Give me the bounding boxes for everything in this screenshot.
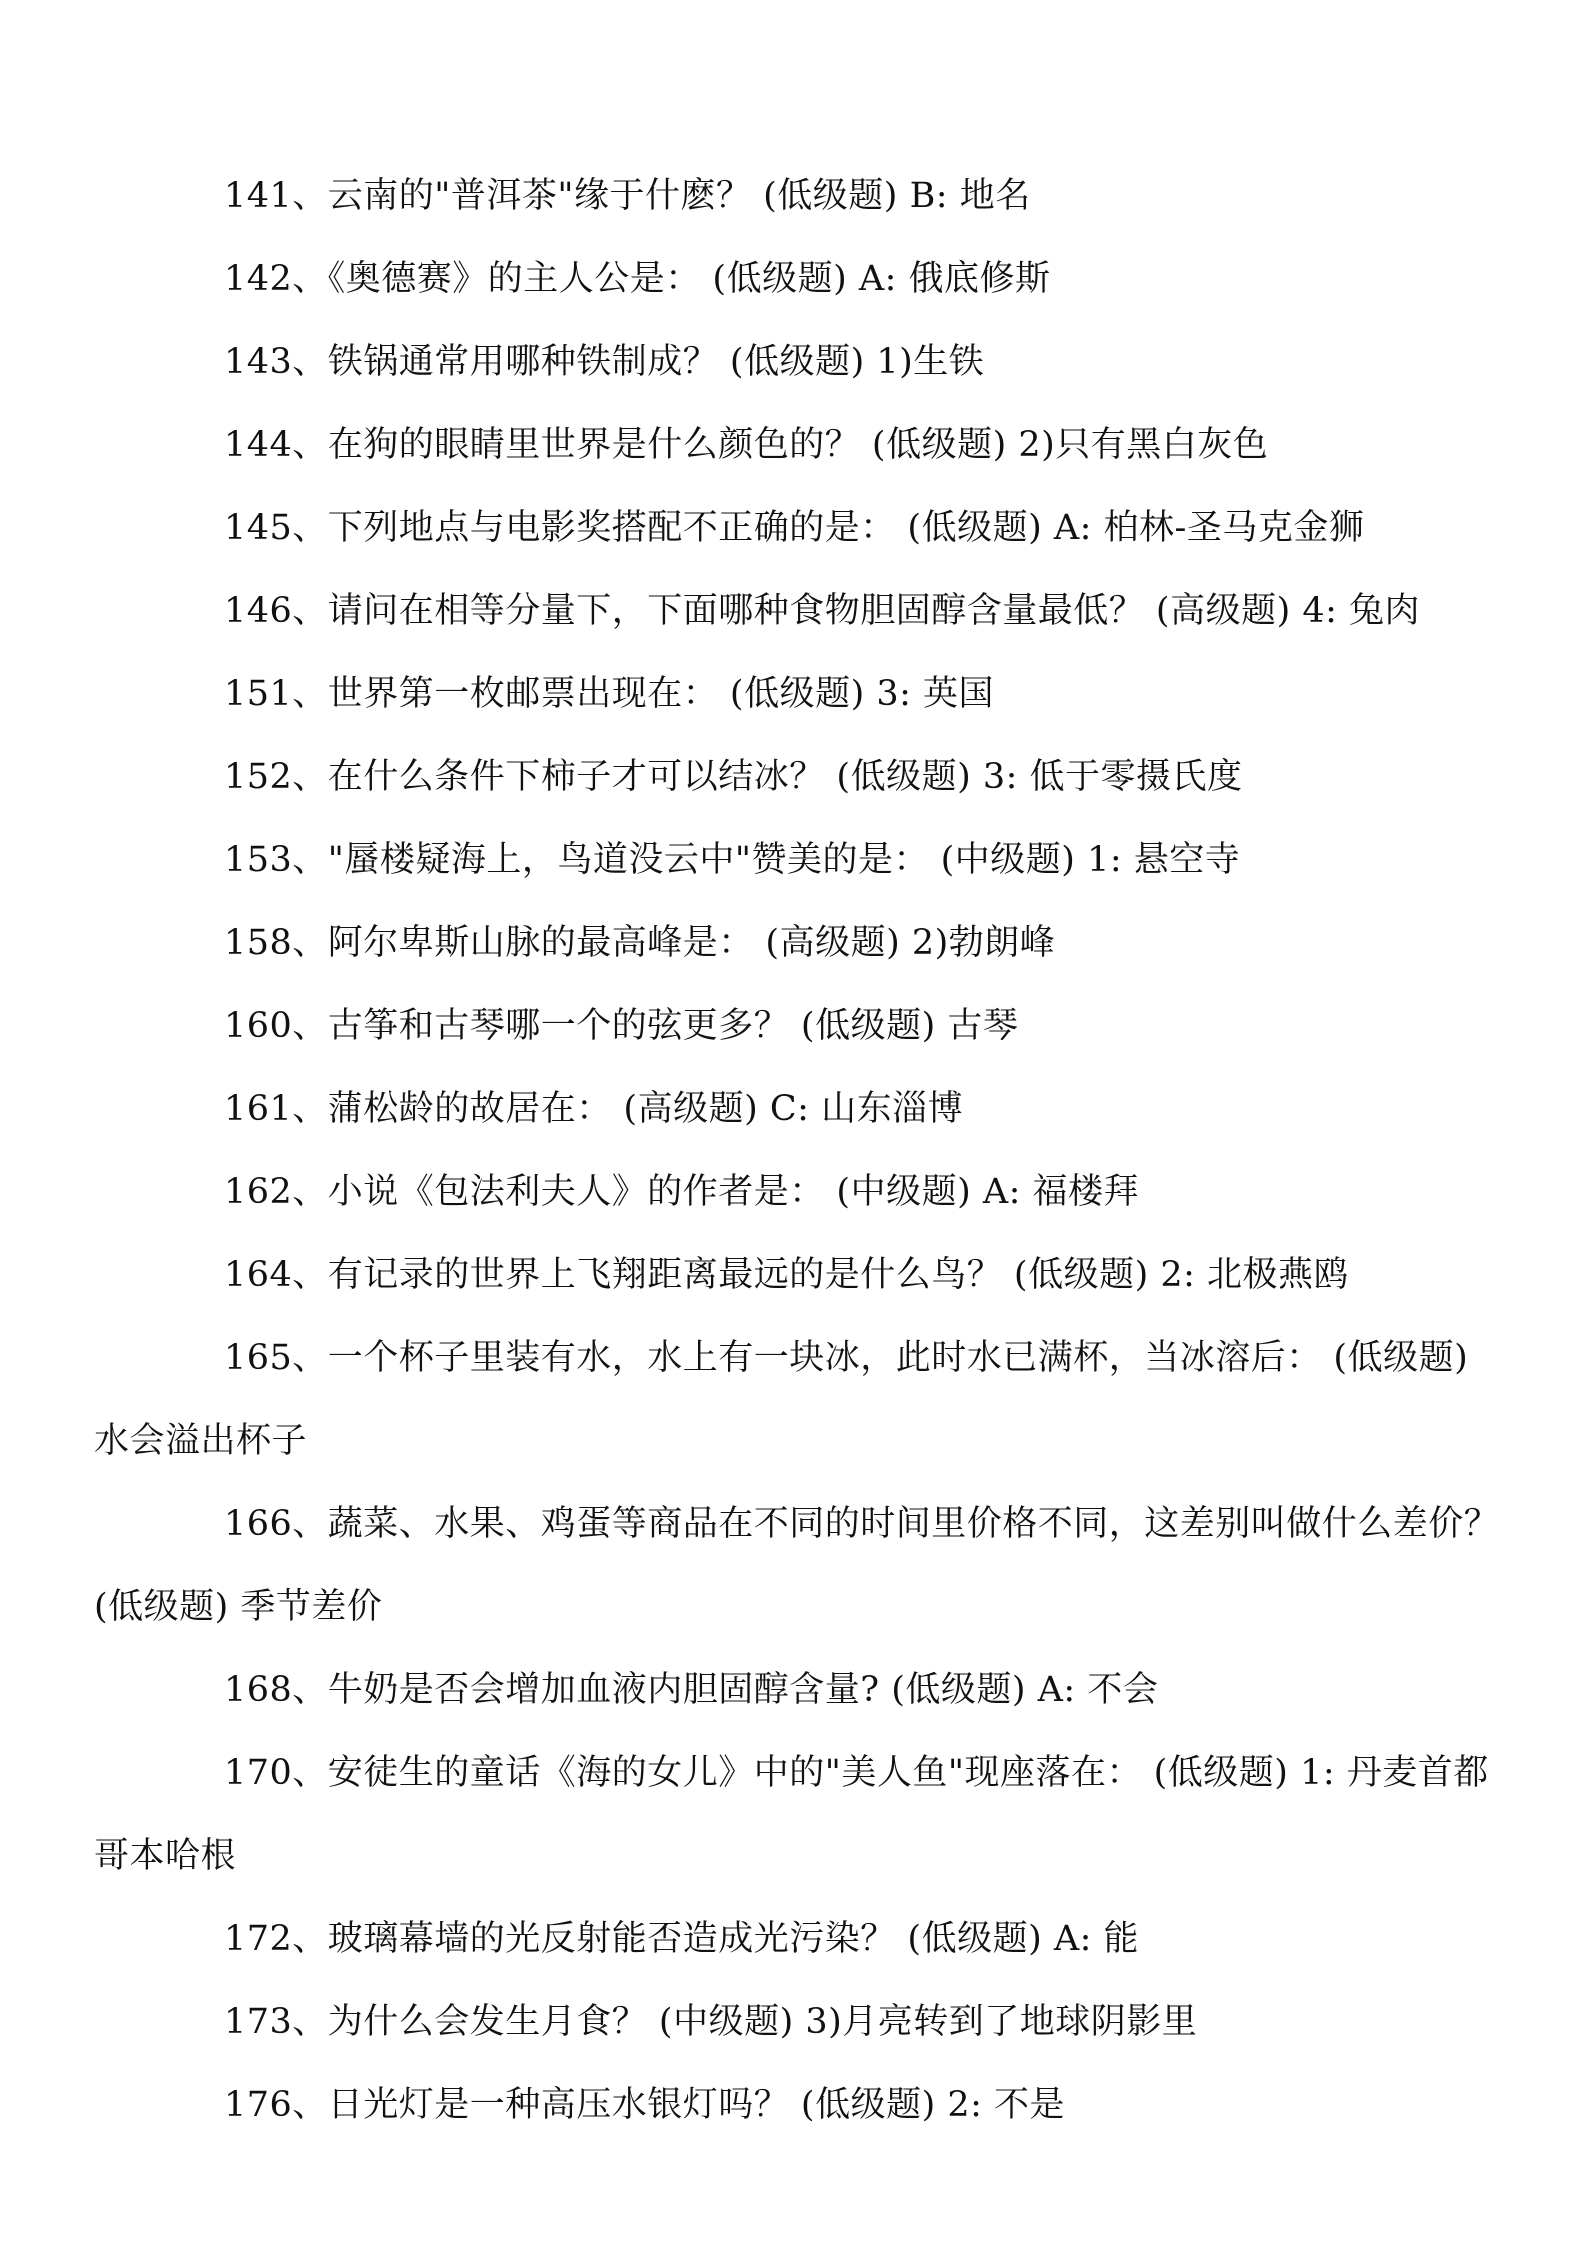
qa-item-143: 143、铁锅通常用哪种铁制成？ (低级题) 1)生铁 [224, 342, 985, 382]
qa-item-153: 153、"蜃楼疑海上，鸟道没云中"赞美的是： (中级题) 1: 悬空寺 [224, 840, 1241, 880]
qa-item-145: 145、下列地点与电影奖搭配不正确的是： (低级题) A: 柏林-圣马克金狮 [224, 508, 1365, 548]
qa-item-173: 173、为什么会发生月食？ (中级题) 3)月亮转到了地球阴影里 [224, 2002, 1198, 2042]
qa-item-168: 168、牛奶是否会增加血液内胆固醇含量? (低级题) A: 不会 [224, 1670, 1159, 1710]
qa-item-160: 160、古筝和古琴哪一个的弦更多？ (低级题) 古琴 [224, 1006, 1019, 1046]
qa-item-172: 172、玻璃幕墙的光反射能否造成光污染？ (低级题) A: 能 [224, 1919, 1140, 1959]
qa-item-176: 176、日光灯是一种高压水银灯吗？ (低级题) 2: 不是 [224, 2085, 1066, 2125]
qa-item-144: 144、在狗的眼睛里世界是什么颜色的？ (低级题) 2)只有黑白灰色 [224, 425, 1269, 465]
qa-item-146: 146、请问在相等分量下，下面哪种食物胆固醇含量最低？ (高级题) 4: 兔肉 [224, 591, 1421, 631]
qa-item-151: 151、世界第一枚邮票出现在： (低级题) 3: 英国 [224, 674, 995, 714]
qa-item-158: 158、阿尔卑斯山脉的最高峰是： (高级题) 2)勃朗峰 [224, 923, 1056, 963]
qa-item-142: 142、《奥德赛》的主人公是： (低级题) A: 俄底修斯 [224, 259, 1051, 299]
qa-item-164: 164、有记录的世界上飞翔距离最远的是什么鸟？ (低级题) 2: 北极燕鸥 [224, 1255, 1350, 1295]
qa-item-141: 141、云南的"普洱茶"缘于什麽？ (低级题) B: 地名 [224, 176, 1031, 216]
qa-item-162: 162、小说《包法利夫人》的作者是： (中级题) A: 福楼拜 [224, 1172, 1140, 1212]
qa-item-166: 166、蔬菜、水果、鸡蛋等商品在不同的时间里价格不同，这差别叫做什么差价？ (低级题) 季节差价 [94, 1504, 1500, 1627]
qa-item-165: 165、一个杯子里装有水，水上有一块冰，此时水已满杯，当冰溶后： (低级题) 水会溢出杯子 [94, 1338, 1469, 1461]
qa-item-161: 161、蒲松龄的故居在： (高级题) C: 山东淄博 [224, 1089, 964, 1129]
qa-item-152: 152、在什么条件下柿子才可以结冰？ (低级题) 3: 低于零摄氏度 [224, 757, 1243, 797]
qa-item-170: 170、安徒生的童话《海的女儿》中的"美人鱼"现座落在： (低级题) 1: 丹麦首都哥本哈根 [94, 1753, 1489, 1876]
